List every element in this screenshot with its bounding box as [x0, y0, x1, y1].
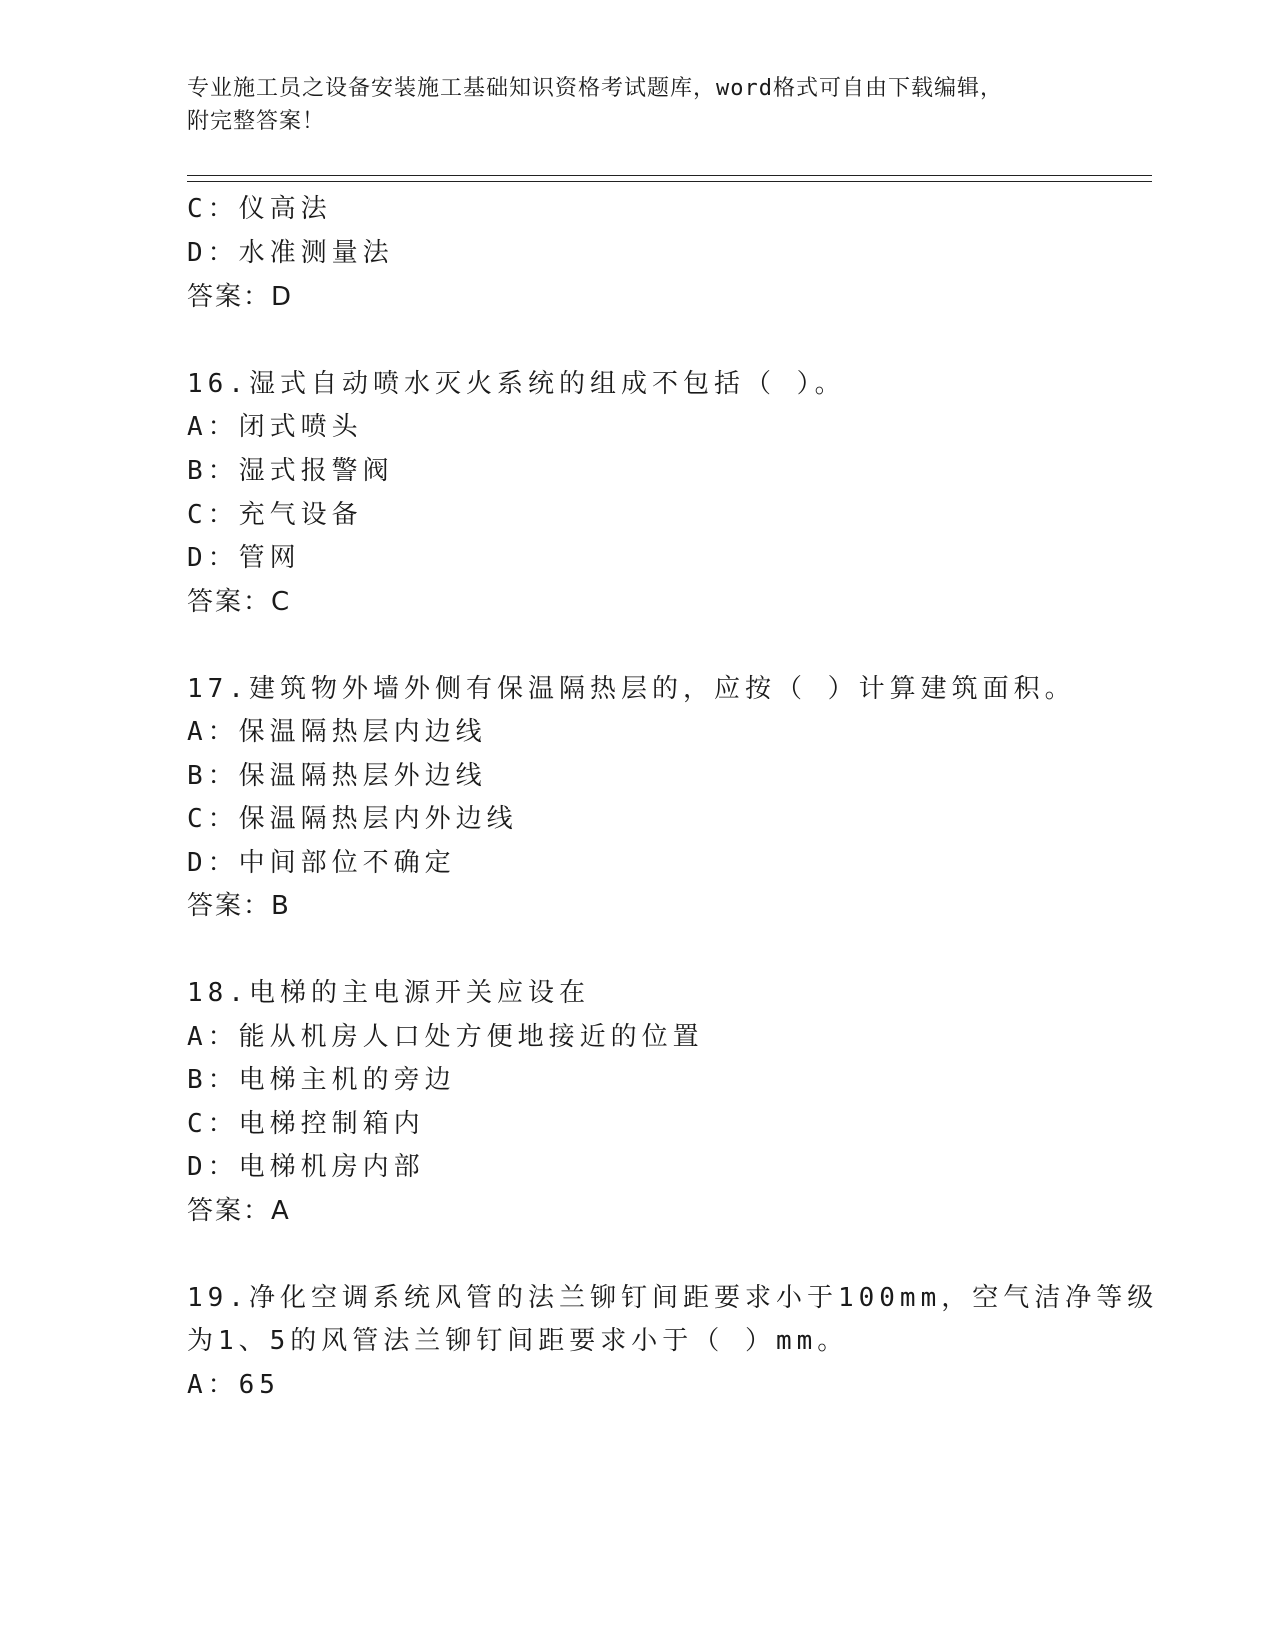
q17-stem: 17.建筑物外墙外侧有保温隔热层的，应按（ ）计算建筑面积。	[187, 674, 1076, 704]
document-header	[187, 72, 1087, 138]
q18-option-a: A：能从机房人口处方便地接近的位置	[187, 1022, 704, 1052]
header-line-2: 附完整答案！	[187, 109, 326, 134]
q17-option-a: A：保温隔热层内边线	[187, 717, 487, 747]
q16-option-a: A：闭式喷头	[187, 412, 363, 442]
header-divider-bottom	[187, 181, 1152, 182]
q18-option-c: C：电梯控制箱内	[187, 1109, 425, 1139]
header-divider-top	[187, 175, 1152, 176]
q16-option-d: D：管网	[187, 543, 301, 573]
q16-option-b: B：湿式报警阀	[187, 456, 394, 486]
prev-answer: 答案：D	[187, 282, 294, 312]
prev-option-c: C：仪高法	[187, 194, 332, 224]
header-line-1: 专业施工员之设备安装施工基础知识资格考试题库，word格式可自由下载编辑，	[187, 76, 1003, 101]
q19-stem-line-1: 19.净化空调系统风管的法兰铆钉间距要求小于100mm，空气洁净等级	[187, 1283, 1159, 1313]
q17-option-d: D：中间部位不确定	[187, 848, 456, 878]
q17-answer: 答案：B	[187, 891, 291, 921]
q16-answer: 答案：C	[187, 587, 292, 617]
q18-stem: 18.电梯的主电源开关应设在	[187, 978, 590, 1008]
q17-option-b: B：保温隔热层外边线	[187, 761, 487, 791]
q19-option-a: A：65	[187, 1370, 280, 1400]
prev-option-d: D：水准测量法	[187, 238, 394, 268]
q19-stem-line-2: 为1、5的风管法兰铆钉间距要求小于（ ）mm。	[187, 1326, 849, 1356]
q18-option-b: B：电梯主机的旁边	[187, 1065, 456, 1095]
q16-stem: 16.湿式自动喷水灭火系统的组成不包括（ ）。	[187, 369, 846, 399]
q18-option-d: D：电梯机房内部	[187, 1152, 425, 1182]
q16-option-c: C：充气设备	[187, 500, 363, 530]
q17-option-c: C：保温隔热层内外边线	[187, 804, 518, 834]
q18-answer: 答案：A	[187, 1196, 291, 1226]
